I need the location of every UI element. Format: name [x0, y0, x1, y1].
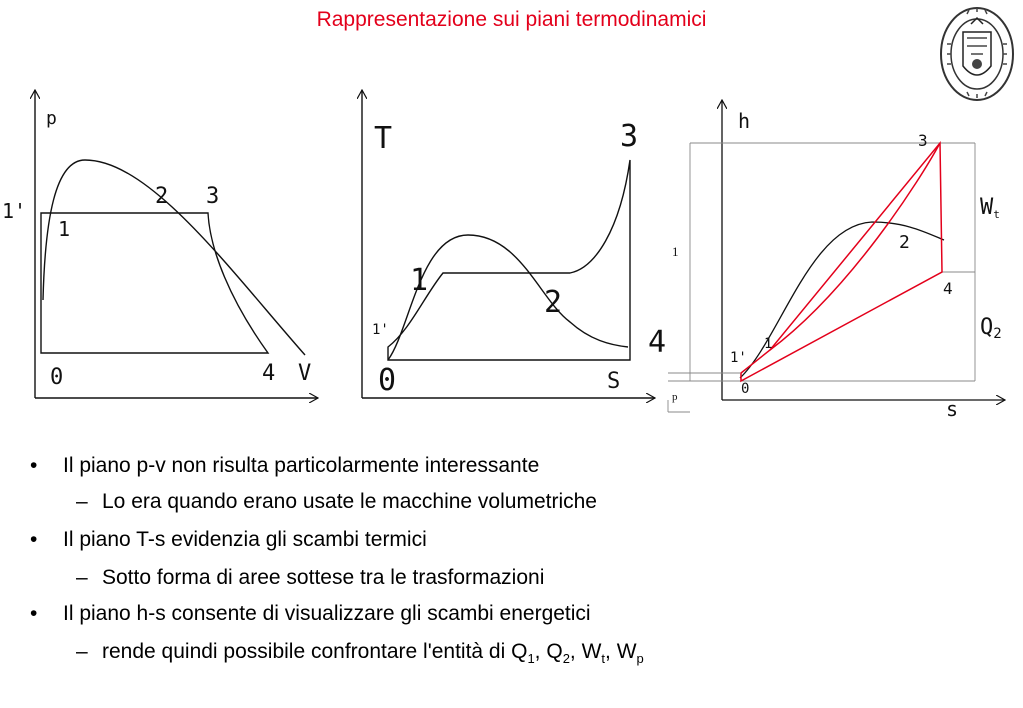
ts-point-1p: 1'	[372, 322, 389, 338]
pv-point-2: 2	[155, 184, 169, 209]
hs-left-label-1: 1	[672, 244, 679, 259]
ts-point-0: 0	[378, 363, 397, 398]
pv-axis-x-label: V	[298, 361, 312, 386]
hs-label-wt: Wt	[980, 195, 1000, 221]
hs-point-0: 0	[741, 381, 750, 397]
hs-point-3: 3	[918, 131, 928, 150]
hs-saturation-curve	[740, 222, 944, 378]
ts-axis-x-label: S	[607, 369, 621, 394]
ts-axis-y-label: T	[374, 121, 393, 156]
hs-label-q2: Q2	[980, 315, 1002, 342]
ts-point-2: 2	[544, 285, 563, 320]
pv-point-1p: 1'	[2, 199, 27, 223]
hs-axis-y-label: h	[738, 109, 751, 133]
hs-left-label-p: p	[672, 391, 678, 403]
slide-title: Rappresentazione sui piani termodinamici	[316, 8, 707, 31]
pv-saturation-curve	[43, 160, 305, 355]
ts-point-3: 3	[620, 119, 639, 154]
ts-point-4: 4	[648, 325, 667, 360]
pv-cycle	[41, 213, 268, 353]
ts-point-1: 1	[410, 263, 429, 298]
hs-point-4: 4	[943, 279, 953, 298]
pv-point-4: 4	[262, 361, 276, 386]
ts-diagram	[362, 90, 655, 398]
pv-point-1: 1	[58, 217, 71, 241]
pv-point-3: 3	[206, 184, 220, 209]
pv-point-0: 0	[50, 365, 64, 390]
pv-diagram	[35, 90, 318, 398]
hs-point-1: 1	[764, 336, 773, 352]
hs-diagram	[668, 100, 1005, 412]
ts-cycle	[388, 160, 630, 360]
hs-axis-x-label: s	[946, 397, 959, 421]
hs-point-2: 2	[899, 232, 910, 253]
pv-axis-y-label: p	[46, 108, 57, 129]
hs-point-1p: 1'	[730, 350, 747, 366]
